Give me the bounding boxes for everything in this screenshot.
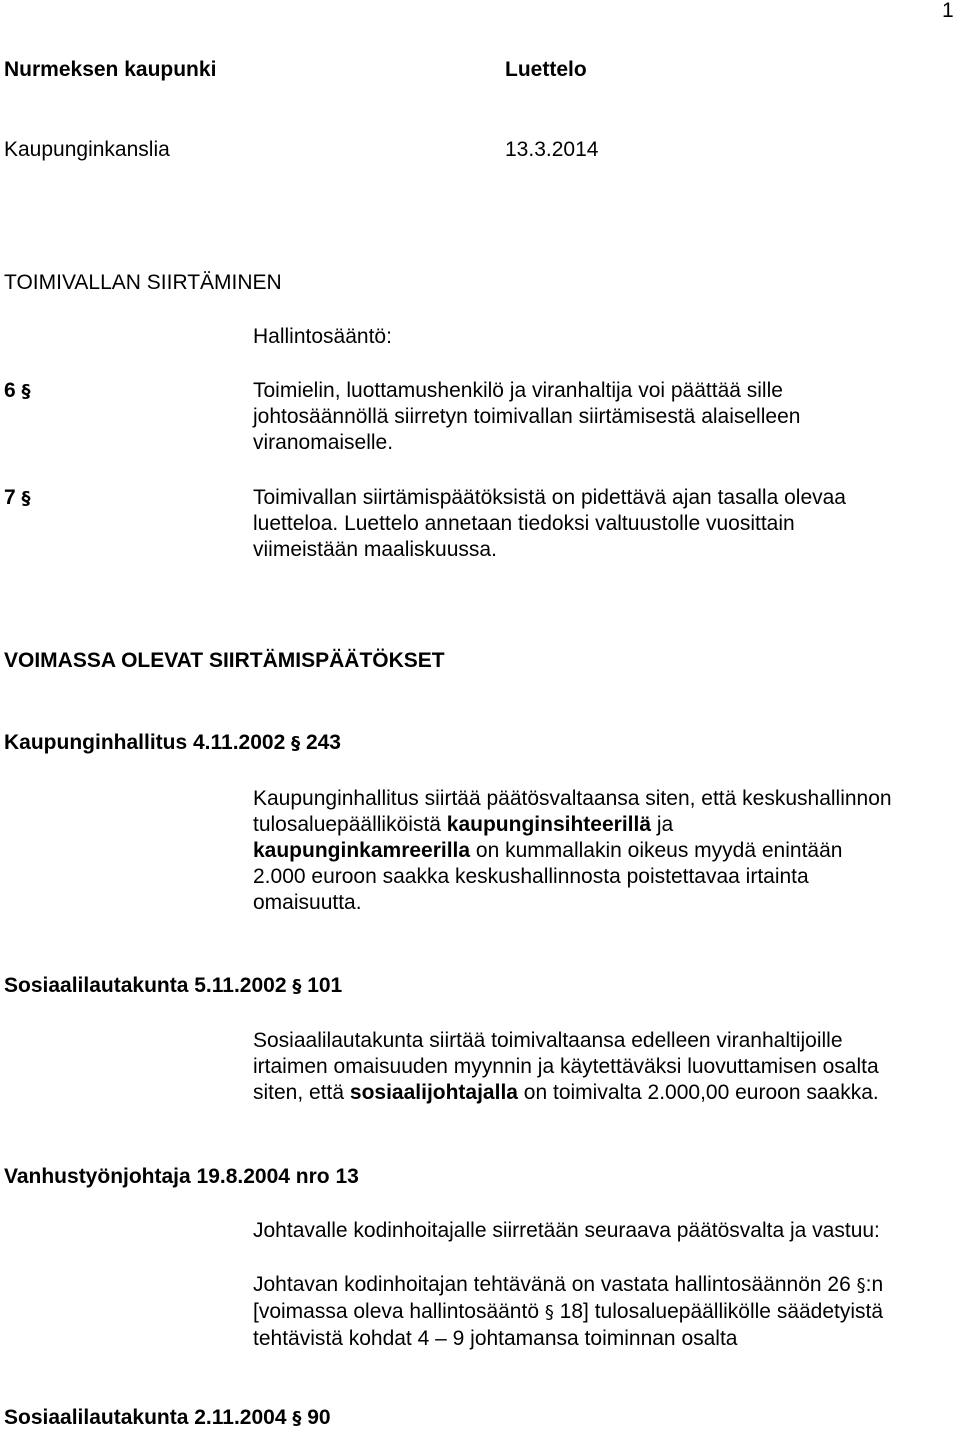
decision-heading: Sosiaalilautakunta 2.11.2004 § 90 bbox=[4, 1406, 331, 1429]
section-sign-icon: § bbox=[292, 976, 302, 997]
document-type: Luettelo bbox=[505, 58, 587, 81]
decision-text: Kaupunginhallitus siirtää päätösvaltaansa siten, että keskushallinnon tulosaluepäälliköistä kaupunginsihteerillä ja kaupunginkamreerilla on kummallakin oikeus myydä enintään 2.000 euroon saakka keskushallinnosta poistettavaa irtainta omaisuutta. bbox=[253, 787, 892, 914]
organization-name: Nurmeksen kaupunki bbox=[4, 58, 217, 81]
section-title: VOIMASSA OLEVAT SIIRTÄMISPÄÄTÖKSET bbox=[4, 649, 445, 672]
page-number: 1 bbox=[942, 0, 954, 22]
section-sign-icon: § bbox=[544, 1302, 554, 1323]
rule-7-number: 7 § bbox=[4, 486, 31, 509]
section-sign-icon: § bbox=[21, 381, 31, 402]
section-sign-icon: § bbox=[291, 733, 301, 754]
decision-text: Sosiaalilautakunta siirtää toimivaltaansa edelleen viranhaltijoille irtaimen omaisuuden myynnin ja käytettäväksi luovuttamisen osalta siten, että sosiaalijohtajalla on toimivalta 2.000,00 euroon saakka. bbox=[253, 1029, 879, 1104]
rule-6-text: Toimielin, luottamushenkilö ja viranhaltija voi päättää sille johtosäännöllä siirretyn toimivallan siirtämisestä alaiselleen viranomaiselle. bbox=[253, 379, 801, 454]
department-name: Kaupunginkanslia bbox=[4, 138, 170, 161]
decision-heading: Kaupunginhallitus 4.11.2002 § 243 bbox=[4, 731, 341, 754]
section-sign-icon: § bbox=[292, 1408, 302, 1429]
section-sign-icon: § bbox=[856, 1275, 866, 1296]
rule-6-number: 6 § bbox=[4, 379, 31, 402]
decision-text: Johtavan kodinhoitajan tehtävänä on vastata hallintosäännön 26 §:n [voimassa oleva hallintosääntö § 18] tulosaluepäällikölle säädetyistä tehtävistä kohdat 4 – 9 johtamansa toiminnan osalta bbox=[253, 1273, 884, 1350]
rules-heading: Hallintosääntö: bbox=[253, 325, 392, 348]
decision-heading: Vanhustyönjohtaja 19.8.2004 nro 13 bbox=[4, 1165, 359, 1188]
rule-7-text: Toimivallan siirtämispäätöksistä on pidettävä ajan tasalla olevaa luetteloa. Luettelo annetaan tiedoksi valtuustolle vuosittain viimeistään maaliskuussa. bbox=[253, 486, 846, 561]
document-title: TOIMIVALLAN SIIRTÄMINEN bbox=[4, 271, 282, 294]
document-date: 13.3.2014 bbox=[505, 138, 599, 161]
section-sign-icon: § bbox=[21, 488, 31, 509]
decision-heading: Sosiaalilautakunta 5.11.2002 § 101 bbox=[4, 974, 343, 997]
decision-text: Johtavalle kodinhoitajalle siirretään seuraava päätösvalta ja vastuu: bbox=[253, 1219, 880, 1242]
